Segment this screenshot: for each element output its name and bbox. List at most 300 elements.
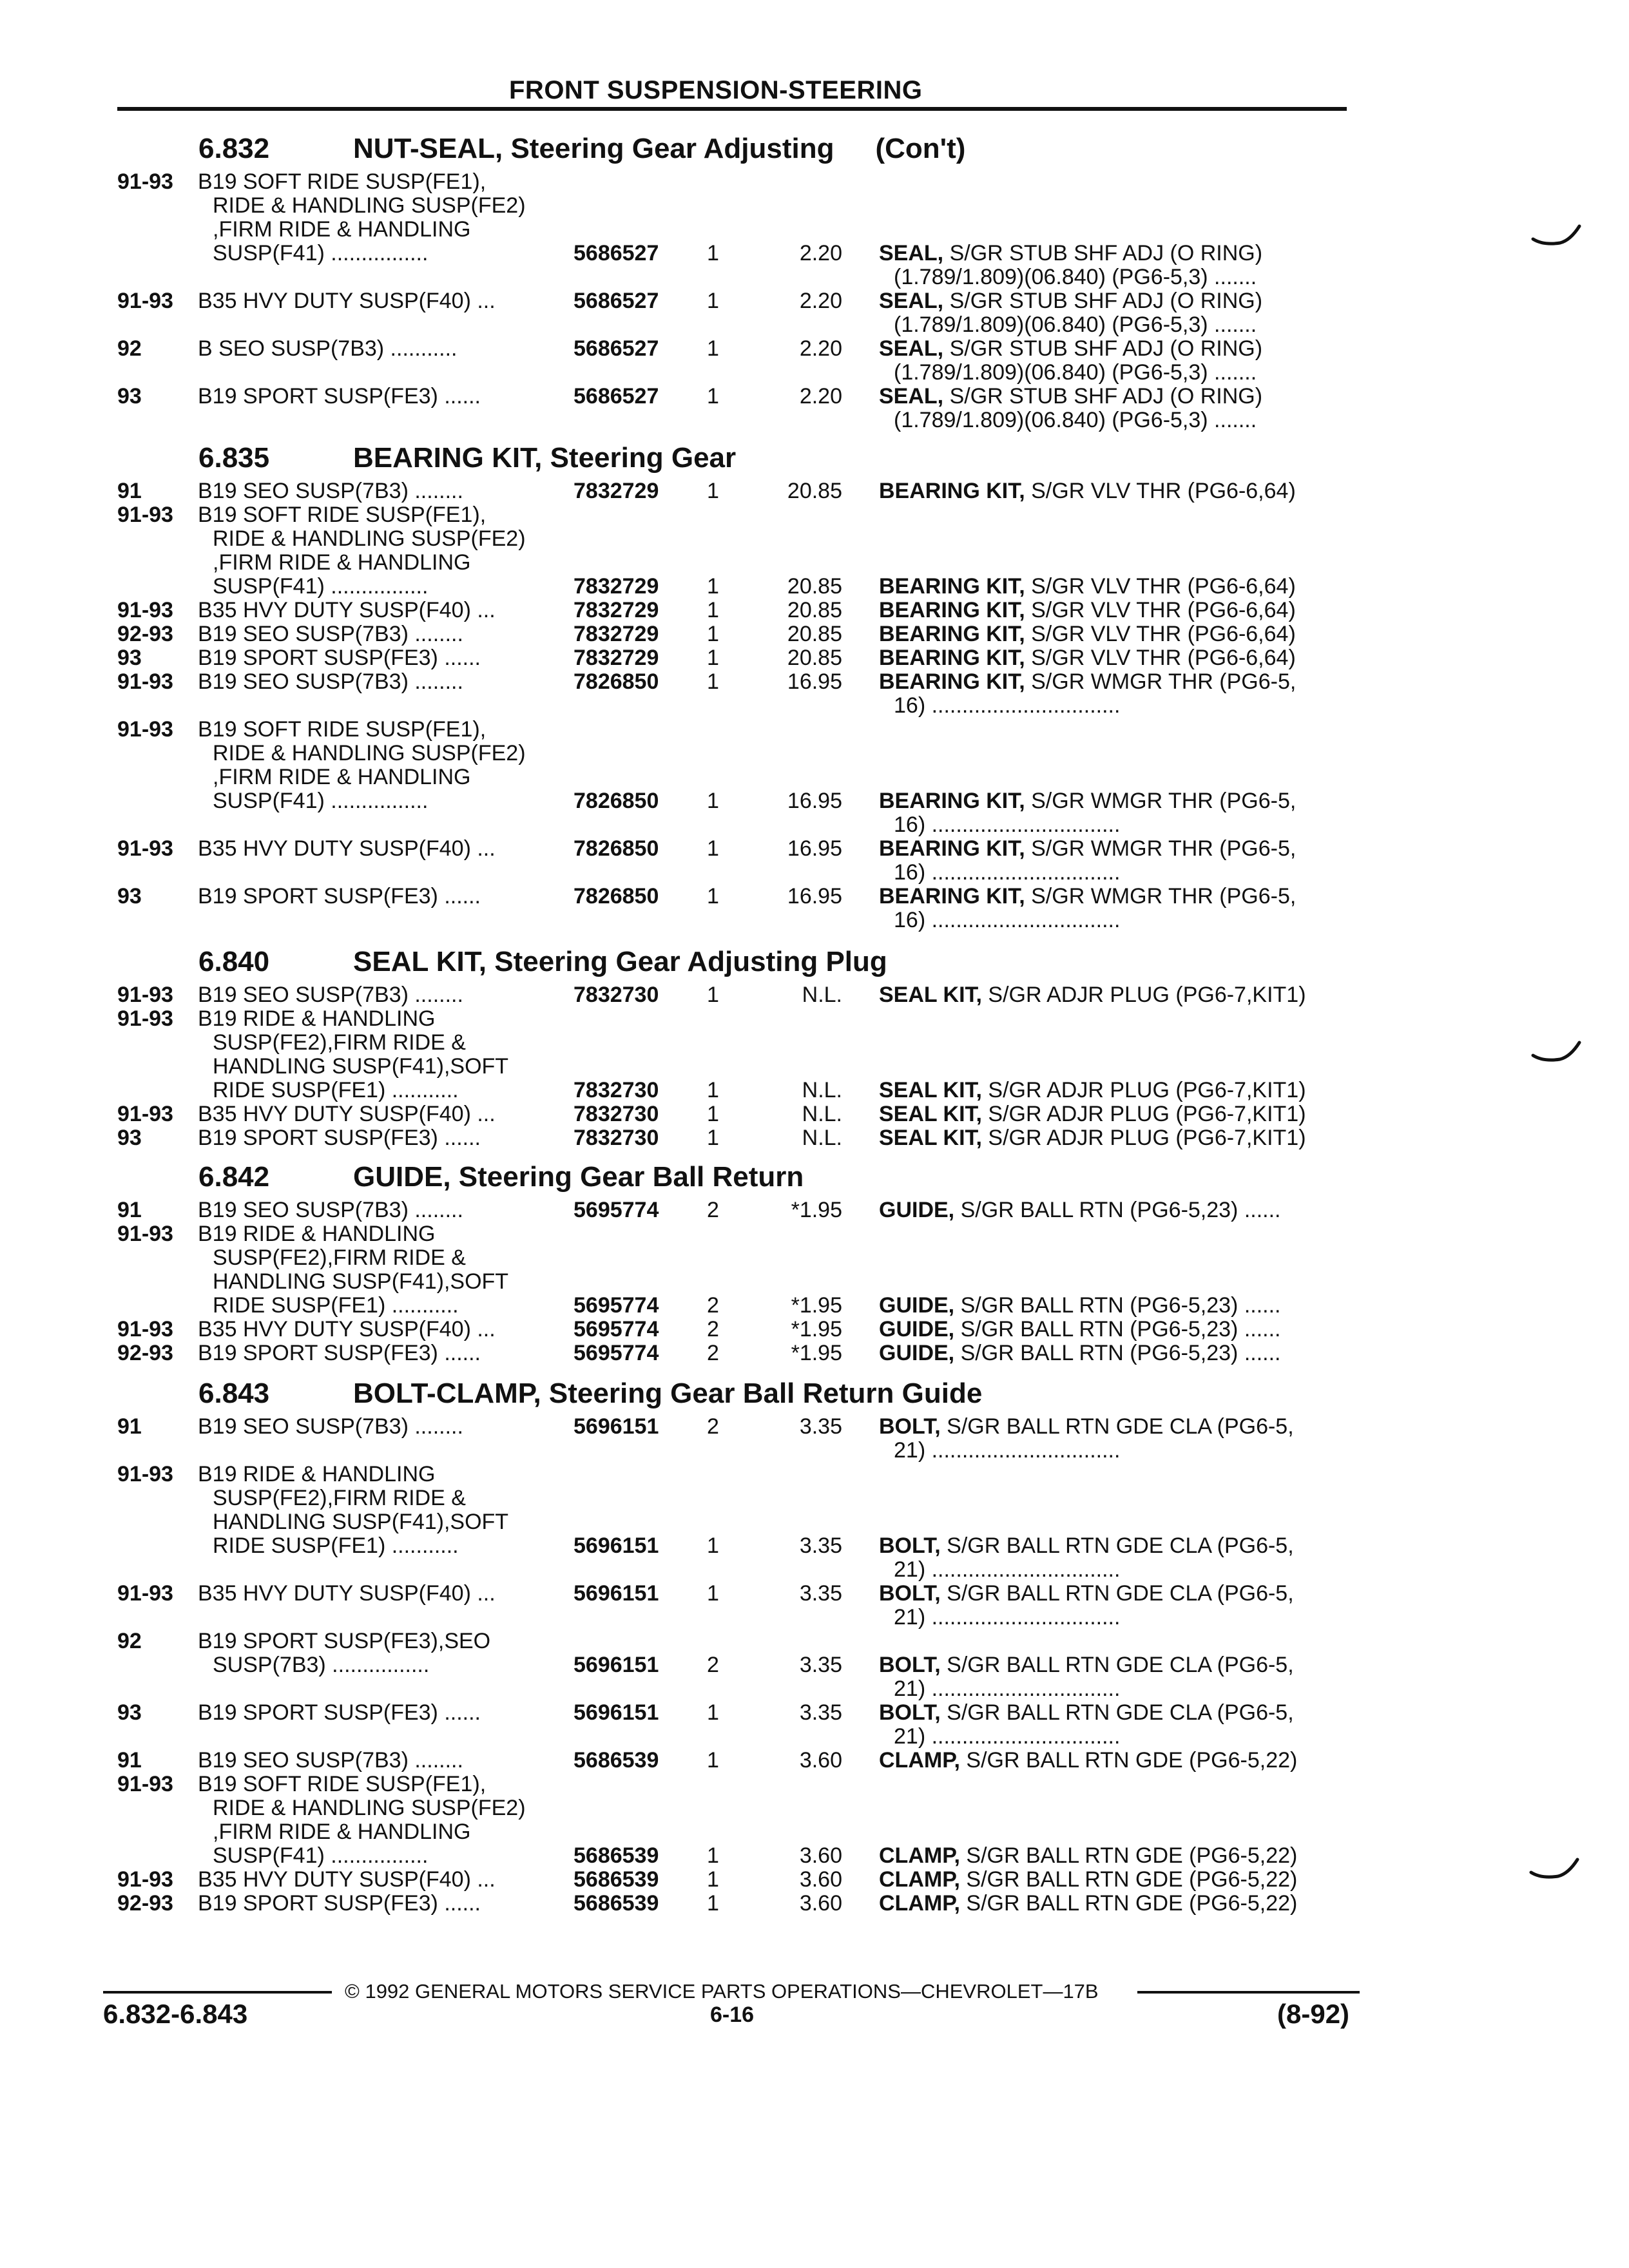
parts-row [117,718,1354,742]
part-number: 7826850 [574,884,659,908]
part-name-detail: 21) ............................... [894,1724,1121,1749]
price: N.L. [802,1102,842,1126]
quantity: 2 [707,1317,719,1341]
part-name-detail: S/GR VLV THR (PG6-6,64) [1025,622,1296,646]
part-name-prefix: BEARING KIT, [879,836,1025,861]
application-description: B19 SEO SUSP(7B3) ........ [198,479,463,503]
parts-row [117,1868,1354,1892]
application-description: RIDE & HANDLING SUSP(FE2) [213,1796,526,1820]
application-description: B19 SPORT SUSP(FE3) ...... [198,1341,481,1365]
application-description: B35 HVY DUTY SUSP(F40) ... [198,598,496,622]
model-year: 91-93 [117,1317,173,1341]
price: 3.60 [799,1843,842,1868]
application-description: ,FIRM RIDE & HANDLING [213,765,471,789]
part-name [894,1558,1120,1582]
parts-row [117,218,1354,242]
parts-row [117,1318,1354,1341]
check-mark-icon [1530,222,1582,248]
parts-row [117,361,1354,385]
section-suffix: (Con't) [875,133,966,164]
price: 20.85 [787,574,842,599]
application-description: B19 SEO SUSP(7B3) ........ [198,622,463,646]
part-name-detail: 16) ............................... [894,693,1121,718]
section-title: NUT-SEAL, Steering Gear Adjusting [353,133,834,164]
parts-row [117,1102,1354,1126]
part-name-detail: S/GR VLV THR (PG6-6,64) [1025,646,1296,670]
part-name-detail: S/GR VLV THR (PG6-6,64) [1025,598,1296,622]
parts-row [117,575,1354,599]
part-name-detail: S/GR STUB SHF ADJ (O RING) [943,289,1263,313]
footer-item-range: 6.832-6.843 [103,1999,248,2029]
part-name [894,408,1257,432]
part-name-detail: (1.789/1.809)(06.840) (PG6-5,3) ....... [894,312,1257,337]
part-name-prefix: CLAMP, [879,1748,960,1773]
part-number: 7832729 [574,598,659,622]
parts-row [117,1222,1354,1246]
part-name-prefix: SEAL KIT, [879,1078,982,1102]
price: N.L. [802,1078,842,1102]
part-name [879,885,1296,908]
part-number: 5686527 [574,336,659,361]
part-name-detail: S/GR ADJR PLUG (PG6-7,KIT1) [981,1102,1306,1126]
application-description: ,FIRM RIDE & HANDLING [213,217,471,242]
parts-row [117,622,1354,646]
model-year: 92-93 [117,1891,173,1916]
application-description: B SEO SUSP(7B3) ........... [198,336,458,361]
part-name-prefix: BEARING KIT, [879,669,1025,694]
price: 3.60 [799,1867,842,1892]
model-year: 91-93 [117,836,173,861]
application-description: B19 SPORT SUSP(FE3),SEO [198,1629,491,1653]
quantity: 1 [707,1843,719,1868]
part-name-prefix: BEARING KIT, [879,884,1025,908]
parts-row [117,1341,1354,1365]
quantity: 1 [707,1533,719,1558]
model-year: 91-93 [117,983,173,1007]
quantity: 1 [707,1102,719,1126]
part-name-prefix: SEAL, [879,336,944,361]
application-description: SUSP(FE2),FIRM RIDE & [213,1486,466,1510]
price: N.L. [802,983,842,1007]
part-name [894,1725,1120,1749]
application-description: B19 RIDE & HANDLING [198,1222,436,1246]
footer-revision-date: (8-92) [1277,1999,1350,2029]
part-name-detail: S/GR BALL RTN (PG6-5,23) ...... [954,1198,1281,1222]
parts-row [117,1294,1354,1318]
footer-page-number: 6-16 [710,2003,755,2027]
parts-row [117,1701,1354,1725]
part-name [879,385,1262,408]
quantity: 2 [707,1653,719,1677]
parts-row [117,1031,1354,1055]
parts-row [117,1558,1354,1582]
application-description: HANDLING SUSP(F41),SOFT [213,1510,509,1534]
part-name [894,813,1120,837]
price: *1.95 [791,1293,842,1318]
quantity: 1 [707,384,719,408]
part-name [879,789,1296,813]
parts-row [117,313,1354,337]
part-name-prefix: SEAL, [879,289,944,313]
part-name-prefix: SEAL KIT, [879,1102,982,1126]
part-name-detail: S/GR BALL RTN GDE (PG6-5,22) [959,1843,1298,1868]
part-name [879,575,1296,599]
part-name-detail: S/GR BALL RTN GDE (PG6-5,22) [959,1748,1298,1773]
quantity: 1 [707,1126,719,1150]
part-name-prefix: BEARING KIT, [879,789,1025,813]
part-number: 5695774 [574,1198,659,1222]
model-year: 92-93 [117,622,173,646]
price: 16.95 [787,836,842,861]
part-name-detail: (1.789/1.809)(06.840) (PG6-5,3) ....... [894,360,1257,385]
part-name [879,289,1262,313]
part-number: 5696151 [574,1533,659,1558]
model-year: 91-93 [117,169,173,194]
part-name [879,242,1262,265]
part-name-prefix: BEARING KIT, [879,646,1025,670]
application-description: RIDE SUSP(FE1) ........... [213,1078,459,1102]
part-name [879,1892,1297,1916]
price: 3.35 [799,1653,842,1677]
part-name-detail: S/GR ADJR PLUG (PG6-7,KIT1) [981,1126,1306,1150]
price: 3.35 [799,1700,842,1725]
part-name-prefix: GUIDE, [879,1341,955,1365]
part-name-detail: S/GR BALL RTN (PG6-5,23) ...... [954,1341,1281,1365]
part-name-detail: 16) ............................... [894,860,1121,885]
parts-row [117,1463,1354,1486]
parts-row [117,1606,1354,1629]
part-name-detail: S/GR ADJR PLUG (PG6-7,KIT1) [981,1078,1306,1102]
section-number: 6.840 [198,946,270,977]
part-name [879,1582,1294,1606]
part-name [894,361,1257,385]
part-name-detail: 21) ............................... [894,1557,1121,1582]
parts-row [117,861,1354,885]
parts-row [117,1246,1354,1270]
model-year: 91 [117,479,142,503]
application-description: B19 SEO SUSP(7B3) ........ [198,1198,463,1222]
section-heading [198,1378,982,1411]
section-number: 6.842 [198,1161,270,1193]
parts-row [117,1510,1354,1534]
part-number: 7832729 [574,574,659,599]
part-number: 5696151 [574,1581,659,1606]
part-name-prefix: SEAL, [879,241,944,265]
parts-row [117,385,1354,408]
part-name-detail: S/GR BALL RTN GDE CLA (PG6-5, [940,1414,1294,1439]
part-name [879,479,1296,503]
application-description: RIDE SUSP(FE1) ........... [213,1293,459,1318]
application-description: RIDE & HANDLING SUSP(FE2) [213,193,526,218]
parts-row [117,408,1354,432]
part-name [879,1079,1306,1102]
part-name-detail: S/GR BALL RTN GDE CLA (PG6-5, [940,1533,1294,1558]
application-description: B19 RIDE & HANDLING [198,1462,436,1486]
application-description: B19 SOFT RIDE SUSP(FE1), [198,1772,487,1796]
part-name-detail: 21) ............................... [894,1438,1121,1463]
parts-row [117,1796,1354,1820]
part-number: 5686539 [574,1891,659,1916]
model-year: 91-93 [117,1462,173,1486]
model-year: 91-93 [117,289,173,313]
part-name-prefix: BEARING KIT, [879,622,1025,646]
application-description: HANDLING SUSP(F41),SOFT [213,1054,509,1079]
part-name-prefix: BEARING KIT, [879,574,1025,599]
application-description: SUSP(7B3) ................ [213,1653,430,1677]
parts-row [117,789,1354,813]
price: 2.20 [799,336,842,361]
parts-row [117,1653,1354,1677]
model-year: 91-93 [117,1102,173,1126]
model-year: 91-93 [117,1222,173,1246]
quantity: 1 [707,1078,719,1102]
part-name-detail: S/GR WMGR THR (PG6-5, [1025,789,1296,813]
quantity: 1 [707,836,719,861]
part-name-detail: 16) ............................... [894,908,1121,932]
part-name [879,1102,1306,1126]
part-name-prefix: GUIDE, [879,1317,955,1341]
quantity: 1 [707,1867,719,1892]
quantity: 2 [707,1414,719,1439]
price: 20.85 [787,622,842,646]
model-year: 93 [117,1700,142,1725]
part-name [894,861,1120,885]
model-year: 91-93 [117,598,173,622]
quantity: 1 [707,669,719,694]
application-description: SUSP(FE2),FIRM RIDE & [213,1245,466,1270]
model-year: 91-93 [117,1867,173,1892]
price: 2.20 [799,241,842,265]
footer-rule-left [103,1991,332,1994]
parts-row [117,1055,1354,1079]
application-description: B35 HVY DUTY SUSP(F40) ... [198,836,496,861]
application-description: SUSP(FE2),FIRM RIDE & [213,1030,466,1055]
application-description: ,FIRM RIDE & HANDLING [213,550,471,575]
part-number: 5695774 [574,1293,659,1318]
quantity: 1 [707,1891,719,1916]
part-name-detail: S/GR STUB SHF ADJ (O RING) [943,384,1263,408]
part-name-detail: S/GR BALL RTN (PG6-5,23) ...... [954,1317,1281,1341]
part-name-detail: S/GR WMGR THR (PG6-5, [1025,836,1296,861]
part-number: 5686539 [574,1748,659,1773]
section-title: GUIDE, Steering Gear Ball Return [353,1161,804,1193]
part-name [894,908,1120,932]
part-name-prefix: BOLT, [879,1414,941,1439]
section-title: BOLT-CLAMP, Steering Gear Ball Return Guide [353,1378,983,1409]
parts-row [117,1439,1354,1463]
part-name-detail: S/GR BALL RTN GDE CLA (PG6-5, [940,1700,1294,1725]
section-number: 6.835 [198,442,270,474]
model-year: 93 [117,1126,142,1150]
application-description: RIDE SUSP(FE1) ........... [213,1533,459,1558]
part-name-prefix: CLAMP, [879,1867,960,1892]
section-title: BEARING KIT, Steering Gear [353,442,737,474]
quantity: 1 [707,241,719,265]
price: *1.95 [791,1317,842,1341]
part-name [879,837,1296,861]
parts-row [117,670,1354,694]
section-heading [198,1161,804,1195]
part-number: 7832730 [574,983,659,1007]
part-name-prefix: BOLT, [879,1700,941,1725]
application-description: B35 HVY DUTY SUSP(F40) ... [198,1317,496,1341]
parts-row [117,983,1354,1007]
part-name-detail: S/GR VLV THR (PG6-6,64) [1025,479,1296,503]
part-name-detail: S/GR BALL RTN GDE CLA (PG6-5, [940,1653,1294,1677]
part-name [879,1653,1294,1677]
part-name-detail: S/GR STUB SHF ADJ (O RING) [943,241,1263,265]
part-name [894,265,1257,289]
part-name [879,622,1296,646]
parts-row [117,1820,1354,1844]
application-description: B35 HVY DUTY SUSP(F40) ... [198,1867,496,1892]
application-description: B35 HVY DUTY SUSP(F40) ... [198,1581,496,1606]
footer-rule-right [1137,1991,1360,1994]
part-name [894,1439,1120,1463]
price: 3.60 [799,1891,842,1916]
page-header-title: FRONT SUSPENSION-STEERING [509,76,923,104]
application-description: ,FIRM RIDE & HANDLING [213,1820,471,1844]
parts-row [117,289,1354,313]
application-description: RIDE & HANDLING SUSP(FE2) [213,741,526,765]
model-year: 92 [117,336,142,361]
quantity: 2 [707,1198,719,1222]
parts-row [117,527,1354,551]
part-number: 5696151 [574,1414,659,1439]
application-description: B19 SEO SUSP(7B3) ........ [198,1748,463,1773]
part-number: 5696151 [574,1653,659,1677]
model-year: 92 [117,1629,142,1653]
quantity: 1 [707,289,719,313]
model-year: 93 [117,884,142,908]
part-name [879,1341,1281,1365]
quantity: 1 [707,983,719,1007]
part-name [879,670,1296,694]
part-number: 5695774 [574,1341,659,1365]
application-description: B19 RIDE & HANDLING [198,1006,436,1031]
part-name-detail: S/GR BALL RTN GDE (PG6-5,22) [959,1867,1298,1892]
part-number: 7832729 [574,622,659,646]
part-number: 7826850 [574,789,659,813]
application-description: B19 SPORT SUSP(FE3) ...... [198,884,481,908]
part-name-prefix: BOLT, [879,1653,941,1677]
quantity: 1 [707,646,719,670]
part-number: 7832730 [574,1078,659,1102]
quantity: 1 [707,336,719,361]
part-number: 7826850 [574,836,659,861]
parts-row [117,1629,1354,1653]
parts-row [117,337,1354,361]
part-name [894,694,1120,718]
part-number: 5696151 [574,1700,659,1725]
parts-row [117,599,1354,622]
parts-row [117,885,1354,908]
price: 16.95 [787,669,842,694]
part-name [879,646,1296,670]
parts-row [117,1677,1354,1701]
part-name-detail: S/GR BALL RTN GDE CLA (PG6-5, [940,1581,1294,1606]
application-description: HANDLING SUSP(F41),SOFT [213,1269,509,1294]
quantity: 1 [707,1581,719,1606]
model-year: 91 [117,1414,142,1439]
quantity: 1 [707,1748,719,1773]
application-description: B19 SEO SUSP(7B3) ........ [198,669,463,694]
part-name [879,1294,1281,1318]
part-name-prefix: SEAL KIT, [879,1126,982,1150]
part-number: 7826850 [574,669,659,694]
section-heading [198,133,965,166]
quantity: 2 [707,1341,719,1365]
parts-row [117,1725,1354,1749]
part-name [879,1126,1306,1150]
model-year: 91-93 [117,1006,173,1031]
part-name [879,1318,1281,1341]
parts-row [117,694,1354,718]
part-name [879,983,1306,1007]
application-description: SUSP(F41) ................ [213,241,429,265]
price: 3.35 [799,1533,842,1558]
part-number: 7832730 [574,1102,659,1126]
part-name-prefix: CLAMP, [879,1891,960,1916]
part-name [894,1606,1120,1629]
section-heading [198,442,736,476]
application-description: SUSP(F41) ................ [213,789,429,813]
part-name [879,1844,1297,1868]
application-description: B19 SPORT SUSP(FE3) ...... [198,1891,481,1916]
part-name-prefix: BOLT, [879,1533,941,1558]
model-year: 91-93 [117,503,173,527]
model-year: 91 [117,1198,142,1222]
parts-row [117,479,1354,503]
parts-row [117,551,1354,575]
price: 20.85 [787,646,842,670]
part-name [894,1677,1120,1701]
section-heading [198,946,887,979]
parts-row [117,646,1354,670]
part-name-detail: 21) ............................... [894,1605,1121,1629]
part-name [879,1198,1281,1222]
application-description: SUSP(F41) ................ [213,574,429,599]
part-number: 5686527 [574,289,659,313]
parts-row [117,1892,1354,1916]
parts-row [117,194,1354,218]
part-name-detail: S/GR ADJR PLUG (PG6-7,KIT1) [981,983,1306,1007]
part-name-prefix: BEARING KIT, [879,479,1025,503]
model-year: 91-93 [117,669,173,694]
quantity: 1 [707,574,719,599]
part-number: 5686539 [574,1843,659,1868]
part-name-detail: (1.789/1.809)(06.840) (PG6-5,3) ....... [894,265,1257,289]
part-name-prefix: BOLT, [879,1581,941,1606]
application-description: B19 SEO SUSP(7B3) ........ [198,1414,463,1439]
part-number: 5686527 [574,241,659,265]
footer-copyright: © 1992 GENERAL MOTORS SERVICE PARTS OPERATIONS—CHEVROLET—17B [345,1980,1099,2003]
part-name-prefix: SEAL, [879,384,944,408]
part-name-prefix: GUIDE, [879,1198,955,1222]
price: *1.95 [791,1341,842,1365]
section-title: SEAL KIT, Steering Gear Adjusting Plug [353,946,887,977]
parts-row [117,1079,1354,1102]
application-description: B19 SOFT RIDE SUSP(FE1), [198,503,487,527]
application-description: B19 SPORT SUSP(FE3) ...... [198,1126,481,1150]
parts-row [117,1198,1354,1222]
header-rule [117,107,1347,111]
section-number: 6.843 [198,1378,270,1409]
part-name-detail: S/GR BALL RTN (PG6-5,23) ...... [954,1293,1281,1318]
part-name [879,1415,1294,1439]
model-year: 92-93 [117,1341,173,1365]
price: *1.95 [791,1198,842,1222]
